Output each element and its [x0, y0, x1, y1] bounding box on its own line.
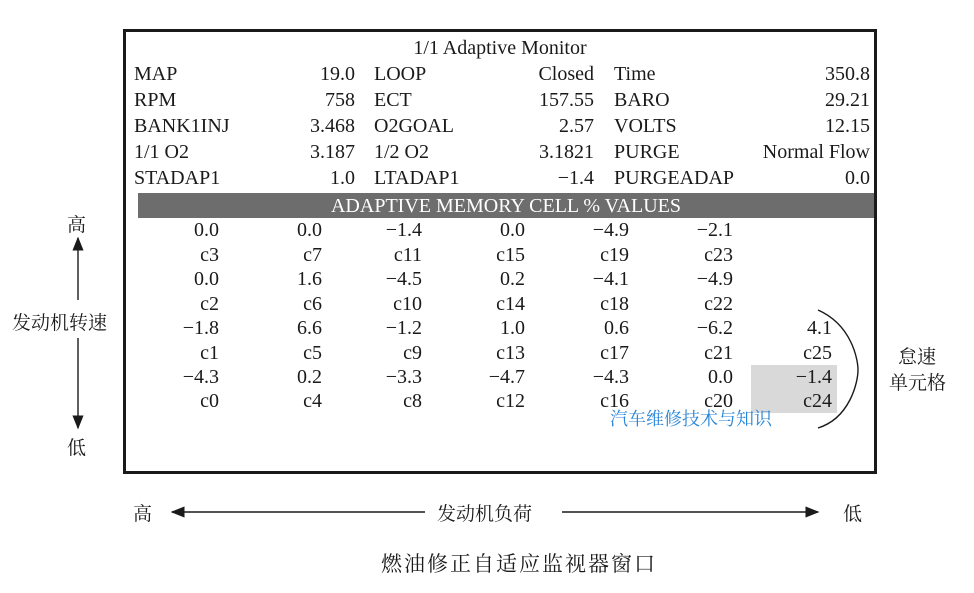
cell-value: 0.0 [297, 219, 322, 241]
param-value: Closed [538, 63, 594, 85]
figure-caption: 燃油修正自适应监视器窗口 [381, 552, 657, 576]
cell-value: −3.3 [385, 366, 422, 388]
cell-value: −4.5 [385, 268, 422, 290]
monitor-title: 1/1 Adaptive Monitor [413, 37, 587, 59]
param-label: BARO [614, 89, 670, 111]
cell-name: c18 [600, 293, 629, 315]
cell-name: c25 [803, 342, 832, 364]
cell-name: c5 [303, 342, 322, 364]
param-label: LTADAP1 [374, 167, 460, 189]
cell-value: 0.0 [708, 366, 733, 388]
cell-value: 1.6 [297, 268, 322, 290]
param-value: 758 [325, 89, 355, 111]
cell-value: 1.0 [500, 317, 525, 339]
param-value: 3.187 [310, 141, 355, 163]
cell-name: c23 [704, 244, 733, 266]
param-value: −1.4 [557, 167, 594, 189]
cell-value: −4.9 [592, 219, 629, 241]
cell-name: c3 [200, 244, 219, 266]
cell-name: c22 [704, 293, 733, 315]
param-value: 3.468 [310, 115, 355, 137]
param-label: PURGE [614, 141, 680, 163]
param-value: 157.55 [539, 89, 594, 111]
cell-name: c6 [303, 293, 322, 315]
cell-name: c19 [600, 244, 629, 266]
idle-label-line1: 怠速 [898, 346, 937, 368]
cell-value: −4.3 [592, 366, 629, 388]
param-label: RPM [134, 89, 177, 111]
cell-value: 0.0 [194, 219, 219, 241]
cell-value: 6.6 [297, 317, 322, 339]
load-low-label: 低 [843, 503, 863, 525]
cell-value: 0.0 [500, 219, 525, 241]
cell-name: c12 [496, 390, 525, 412]
cell-value: −4.7 [488, 366, 525, 388]
param-value: 3.1821 [539, 141, 594, 163]
cell-name: c2 [200, 293, 219, 315]
idle-label-line2: 单元格 [889, 372, 947, 394]
cell-value: 0.2 [297, 366, 322, 388]
adaptive-monitor-window [123, 29, 877, 474]
cell-value: −1.2 [385, 317, 422, 339]
param-label: 1/2 O2 [374, 141, 429, 163]
load-high-label: 高 [133, 503, 153, 525]
cell-name: c7 [303, 244, 322, 266]
cell-value: −1.4 [385, 219, 422, 241]
watermark-text: 汽车维修技术与知识 [610, 409, 772, 430]
param-label: 1/1 O2 [134, 141, 189, 163]
cell-name: c15 [496, 244, 525, 266]
param-value: 2.57 [559, 115, 594, 137]
cell-name: c17 [600, 342, 629, 364]
cell-value: −1.8 [182, 317, 219, 339]
param-value: 29.21 [825, 89, 870, 111]
cell-value: −4.1 [592, 268, 629, 290]
param-value: 1.0 [330, 167, 355, 189]
cell-name: c9 [403, 342, 422, 364]
param-value: 350.8 [825, 63, 870, 85]
cell-value: 0.0 [194, 268, 219, 290]
cell-name: c14 [496, 293, 525, 315]
cell-value: 0.2 [500, 268, 525, 290]
cell-name: c11 [393, 244, 422, 266]
cell-name: c20 [704, 390, 733, 412]
cell-name: c4 [303, 390, 322, 412]
cell-value: 4.1 [807, 317, 832, 339]
cell-value: −2.1 [696, 219, 733, 241]
param-label: Time [614, 63, 656, 85]
rpm-axis-title: 发动机转速 [12, 312, 108, 334]
param-label: O2GOAL [374, 115, 454, 137]
param-label: PURGEADAP [614, 167, 735, 189]
rpm-high-label: 高 [67, 214, 87, 236]
rpm-low-label: 低 [67, 437, 87, 459]
param-value: 12.15 [825, 115, 870, 137]
cell-value: −4.3 [182, 366, 219, 388]
param-value: 19.0 [320, 63, 355, 85]
cell-name: c0 [200, 390, 219, 412]
cell-name: c8 [403, 390, 422, 412]
param-label: BANK1INJ [134, 115, 230, 137]
param-label: ECT [374, 89, 412, 111]
param-label: VOLTS [614, 115, 677, 137]
cell-name: c24 [803, 390, 832, 412]
param-label: LOOP [374, 63, 427, 85]
param-label: MAP [134, 63, 178, 85]
cell-name: c1 [200, 342, 219, 364]
param-value: 0.0 [845, 167, 870, 189]
cell-value: −6.2 [696, 317, 733, 339]
param-label: STADAP1 [134, 167, 221, 189]
cell-name: c21 [704, 342, 733, 364]
cell-value: −1.4 [795, 366, 832, 388]
memory-cell-header: ADAPTIVE MEMORY CELL % VALUES [138, 193, 874, 218]
cell-name: c10 [393, 293, 422, 315]
cell-value: 0.6 [604, 317, 629, 339]
param-value: Normal Flow [762, 141, 870, 163]
cell-value: −4.9 [696, 268, 733, 290]
cell-name: c13 [496, 342, 525, 364]
load-axis-title: 发动机负荷 [437, 503, 533, 525]
cell-name: c16 [600, 390, 629, 412]
